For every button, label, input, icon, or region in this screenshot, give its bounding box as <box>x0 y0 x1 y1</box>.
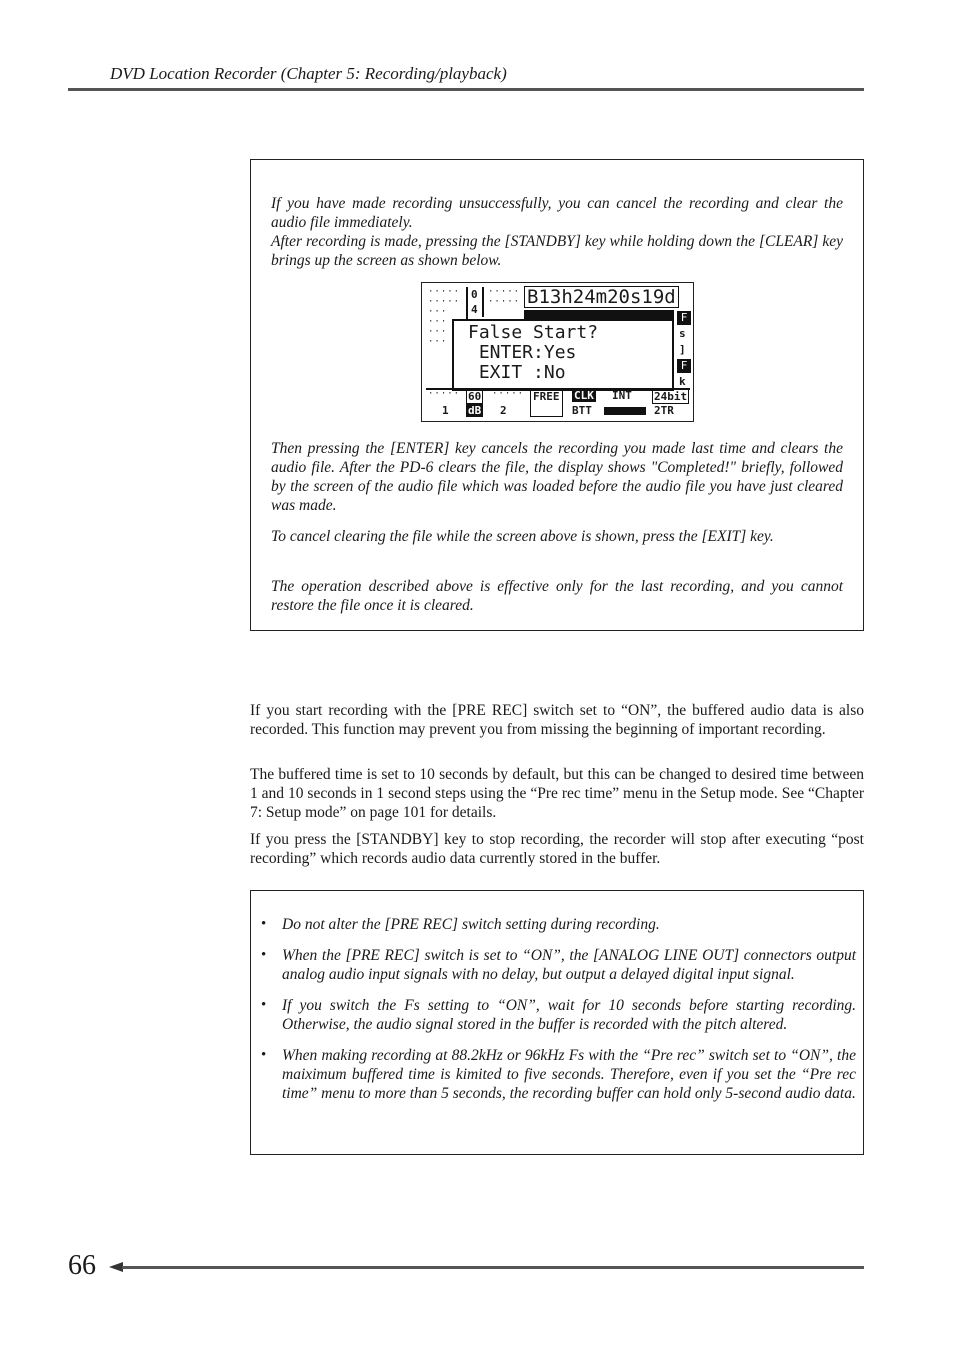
lcd-meter-dots: ····· <box>492 389 525 399</box>
note-paragraph-4: To cancel clearing the file while the screen above is shown, press the [EXIT] key. <box>271 528 774 545</box>
body-paragraph-2: The buffered time is set to 10 seconds by default, but this can be changed to desired time between 1 and 10 seconds in 1 second steps using the “Pre rec time” menu in the Setup mode. See “Chapter 7: Setup mode” on page 101 for details. <box>250 766 864 821</box>
lcd-side-bracket: ] <box>679 343 686 356</box>
dialog-enter-option: ENTER:Yes <box>468 342 577 363</box>
lcd-side-k: k <box>679 375 686 388</box>
lcd-label-int: INT <box>612 389 632 402</box>
bullet: • <box>261 916 267 932</box>
dialog-exit-option: EXIT :No <box>468 362 566 383</box>
bullet: • <box>261 947 267 963</box>
lcd-side-f: F <box>677 311 691 325</box>
lcd-label-db: dB <box>468 404 482 417</box>
bullet: • <box>261 1047 267 1063</box>
note-paragraph-2: After recording is made, pressing the [STANDBY] key while holding down the [CLEAR] key brings up the screen as shown below. <box>271 233 843 269</box>
arrow-left-icon <box>109 1262 123 1272</box>
list-item-text: When making recording at 88.2kHz or 96kHz Fs with the “Pre rec” switch set to “ON”, the maiximum buffered time is kimited to five seconds. Therefore, even if you set the “Pre rec time” menu to more than 5 seconds, the recording buffer can hold only 5-second audio data. <box>282 1047 856 1102</box>
lcd-meter-dots: ····· ····· ··· ··· ··· ··· <box>428 287 461 347</box>
header-rule <box>68 88 864 91</box>
lcd-label-btt: BTT <box>572 404 592 417</box>
lcd-divider <box>482 287 484 317</box>
page-number: 66 <box>68 1250 96 1281</box>
body-paragraph-1: If you start recording with the [PRE REC] switch set to “ON”, the buffered audio data is also recorded. This function may prevent you from missing the beginning of important recording. <box>250 702 864 738</box>
lcd-battery-bar <box>604 407 646 415</box>
bullet: • <box>261 997 267 1013</box>
note-paragraph-1: If you have made recording unsuccessfully, you can cancel the recording and clear the audio file immediately. <box>271 195 843 231</box>
lcd-false-start-dialog <box>452 319 674 391</box>
lcd-side-f: F <box>677 359 691 373</box>
lcd-meter-dots: ····· <box>428 389 461 399</box>
lcd-meter-4: 4 <box>471 303 478 316</box>
lcd-label-free: FREE <box>530 389 563 417</box>
lcd-time-display: B13h24m20s19d <box>524 286 679 308</box>
note-paragraph-3: Then pressing the [ENTER] key cancels the recording you made last time and clears the audio file. After the PD-6 clears the file, the display shows "Completed!" briefly, followed by the screen of the audio file which was loaded before the audio file you have just cleared was made. <box>271 440 843 514</box>
lcd-label-2tr: 2TR <box>654 404 674 417</box>
list-item <box>258 1046 856 1103</box>
lcd-label-24bit: 24bit <box>654 390 688 403</box>
lcd-screen-illustration <box>421 282 694 422</box>
footer-rule <box>122 1266 864 1269</box>
list-item <box>258 915 856 934</box>
lcd-label-60: 60 <box>468 390 482 403</box>
note-paragraph-5: The operation described above is effective only for the last recording, and you cannot restore the file once it is cleared. <box>271 578 843 614</box>
lcd-label-1: 1 <box>442 404 449 417</box>
lcd-meter-dots: ····· ····· <box>488 287 521 307</box>
dialog-title: False Start? <box>468 322 599 343</box>
lcd-label-clk: CLK <box>574 389 594 402</box>
lcd-side-s: s <box>679 327 686 340</box>
body-paragraph-3: If you press the [STANDBY] key to stop recording, the recorder will stop after executing “post recording” which records audio data currently stored in the buffer. <box>250 831 864 867</box>
lcd-label-2: 2 <box>500 404 507 417</box>
list-item <box>258 996 856 1034</box>
pre-rec-notes-list <box>258 915 856 1115</box>
list-item-text: If you switch the Fs setting to “ON”, wait for 10 seconds before starting recording. Otherwise, the audio signal stored in the buffer is recorded with the pitch altered. <box>282 997 856 1033</box>
list-item-text: Do not alter the [PRE REC] switch setting during recording. <box>282 916 660 933</box>
running-header: DVD Location Recorder (Chapter 5: Recording/playback) <box>110 64 507 83</box>
list-item-text: When the [PRE REC] switch is set to “ON”, the [ANALOG LINE OUT] connectors output analog audio input signals with no delay, but output a delayed digital input signal. <box>282 947 856 983</box>
list-item <box>258 946 856 984</box>
lcd-meter-0: 0 <box>471 288 478 301</box>
